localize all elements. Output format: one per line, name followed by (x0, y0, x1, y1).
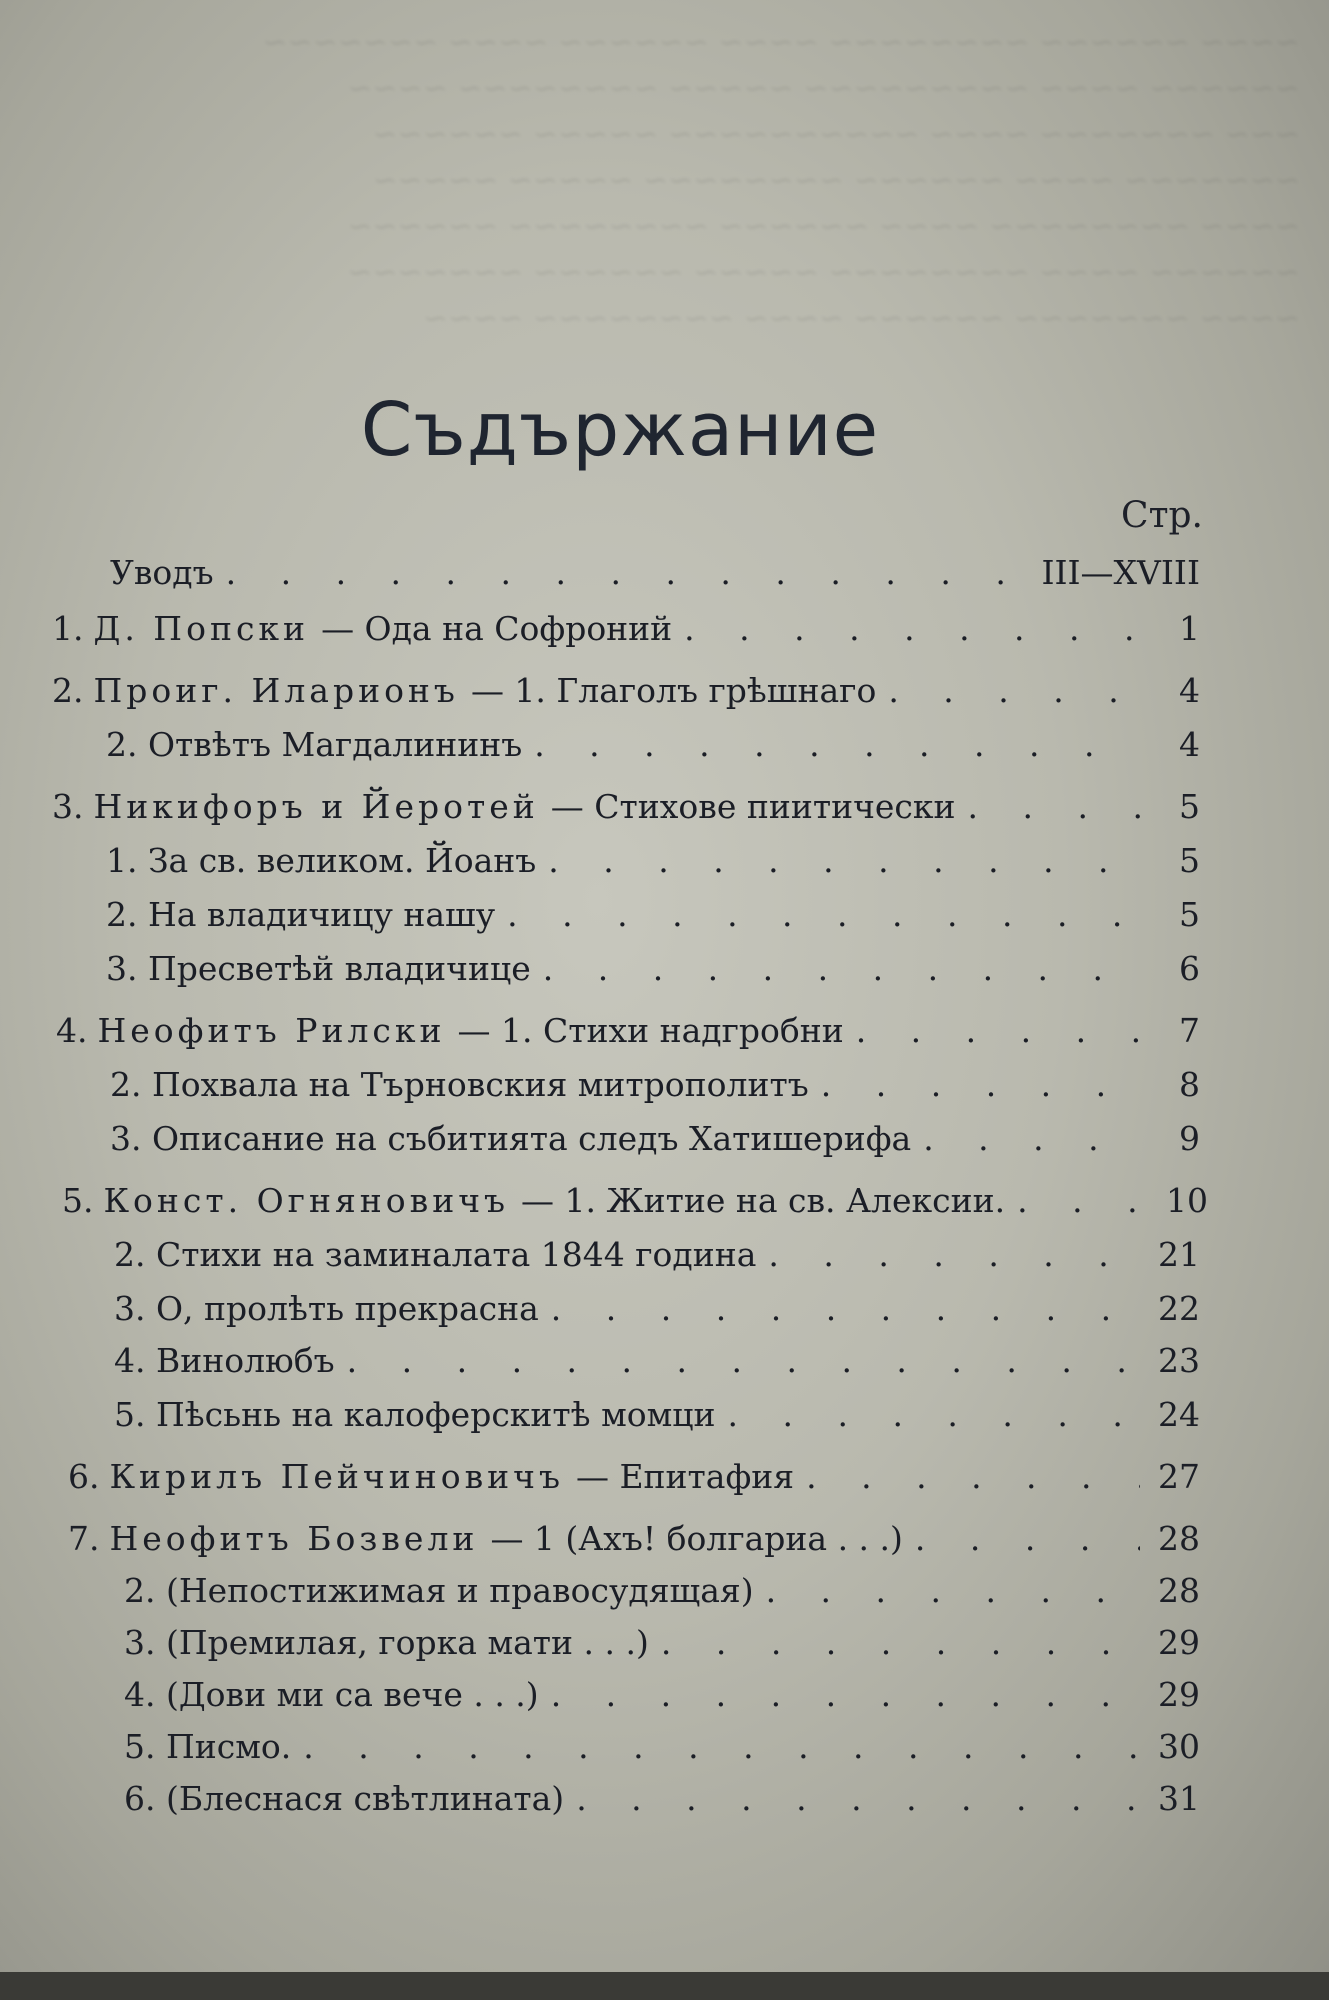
entry-title: — 1. Глаголъ грѣшнаго (470, 671, 877, 710)
entry-page: 6 (1179, 949, 1200, 988)
entry-title: 2. Стихи на заминалата 1844 година (114, 1235, 757, 1274)
entry-page: 29 (1158, 1623, 1200, 1662)
entry-title: 5. Писмо. (124, 1727, 292, 1766)
entry-page: 1 (1179, 609, 1200, 648)
entry-page: 10 (1166, 1181, 1208, 1220)
entry-number: 4. (56, 1011, 88, 1050)
toc-row (106, 720, 1200, 770)
dot-leader (649, 1618, 1140, 1668)
entry-title: 2. На владичицу нашу (106, 895, 496, 934)
dot-leader (522, 720, 1140, 770)
dot-leader (754, 1566, 1140, 1616)
entry-title: 3. Пресветѣй владичице (106, 949, 531, 988)
toc-row (124, 1618, 1200, 1668)
dot-leader (564, 1774, 1140, 1824)
toc-row (110, 1114, 1200, 1164)
entry-title: Уводъ (110, 553, 214, 592)
entry-page: 5 (1179, 895, 1200, 934)
bleed-through-text: ~~~~ ~~~~~~ ~~~~~~~~ ~~~~ ~~~~~~ ~~~~ ~~~~~~~ ~~~~~~ ~~~~ ~~~~~~~~~ ~~~~~ ~~~~~~~~ ~~~~ ~~~ ~~~~~~~ ~~~~ ~~~~~~~~~~ ~~~~~ ~~~~~~ ~~~~~~~ ~~~~ ~~~~~~ ~~~~~~~~ ~~~~~ ~~~~~ ~~~~ ~~~~~~~~ ~~~~ ~~~~~~ ~~~~~~~~ ~~~~~~ ~~~~~~ ~~~~ ~~~~~~~~ ~~~~~ ~~~~~~ ~~~~~~~ ~~~~ ~~~~~~~ ~~~~~~ ~~~~ ~~~~~~~~ ~~~~ (262, 25, 1300, 336)
entry-page: 5 (1179, 787, 1200, 826)
toc-row (106, 944, 1200, 994)
toc-row (114, 1336, 1200, 1386)
toc-row (124, 1566, 1200, 1616)
entry-page: 8 (1179, 1065, 1200, 1104)
entry-number: 3. (52, 787, 84, 826)
dot-leader (876, 666, 1140, 716)
toc-row (110, 1060, 1200, 1110)
toc-row (68, 1452, 1200, 1502)
entry-number: 2. (52, 671, 84, 710)
dot-leader (809, 1060, 1140, 1110)
dot-leader (716, 1390, 1141, 1440)
entry-author: Неофитъ Рилски (97, 1011, 446, 1050)
entry-title: — Ода на Софроний (321, 609, 673, 648)
entry-page: 31 (1158, 1779, 1200, 1818)
entry-title: 2. Отвѣтъ Магдалининъ (106, 725, 523, 764)
toc-row (124, 1722, 1200, 1772)
entry-number: 5. (62, 1181, 94, 1220)
entry-title: — 1. Стихи надгробни (457, 1011, 844, 1050)
entry-author: Неофитъ Бозвели (109, 1519, 479, 1558)
entry-title: 2. Похвала на Търновския митрополитъ (110, 1065, 809, 1104)
page-title: Съдържание (360, 387, 880, 473)
toc-row (124, 1670, 1200, 1720)
entry-page: 29 (1158, 1675, 1200, 1714)
entry-page: 5 (1179, 841, 1200, 880)
entry-title: — 1 (Ахъ! болгариа . . .) (490, 1519, 903, 1558)
entry-page: 4 (1179, 725, 1200, 764)
dot-leader (903, 1514, 1140, 1564)
entry-number: 6. (68, 1457, 100, 1496)
entry-title: 1. За св. великом. Йоанъ (106, 841, 537, 880)
entry-title: 3. (Премилая, горка мати . . .) (124, 1623, 649, 1662)
dot-leader (214, 548, 1032, 598)
dot-leader (956, 782, 1140, 832)
entry-title: 6. (Блеснася свѣтлината) (124, 1779, 565, 1818)
entry-page: 7 (1179, 1011, 1200, 1050)
entry-title: 3. Описание на събитията следъ Хатишерифа (110, 1119, 912, 1158)
dot-leader (495, 890, 1140, 940)
entry-title: 5. Пѣсьнь на калоферскитѣ момци (114, 1395, 716, 1434)
entry-page: 27 (1158, 1457, 1200, 1496)
toc-row (62, 1176, 1208, 1226)
toc-row (52, 782, 1200, 832)
entry-number: 7. (68, 1519, 100, 1558)
dot-leader (536, 836, 1140, 886)
dot-leader (911, 1114, 1140, 1164)
entry-page: 22 (1158, 1289, 1200, 1328)
entry-number: 1. (52, 609, 84, 648)
entry-title: 2. (Непостижимая и правосудящая) (124, 1571, 754, 1610)
entry-title: 3. О, пролѣть прекрасна (114, 1289, 539, 1328)
entry-page: 21 (1158, 1235, 1200, 1274)
dot-leader (1005, 1176, 1148, 1226)
entry-title: 4. Винолюбъ (114, 1341, 335, 1380)
entry-author: Д. Попски (93, 609, 310, 648)
entry-page: 4 (1179, 671, 1200, 710)
dot-leader (756, 1230, 1140, 1280)
toc-row (114, 1284, 1200, 1334)
dot-leader (672, 604, 1140, 654)
entry-page: III—XVIII (1041, 553, 1200, 592)
dot-leader (844, 1006, 1140, 1056)
dot-leader (794, 1452, 1140, 1502)
entry-title: — Стихове пиитически (550, 787, 956, 826)
toc-row (124, 1774, 1200, 1824)
toc-row (110, 548, 1200, 598)
dot-leader (539, 1284, 1140, 1334)
toc-row (56, 1006, 1200, 1056)
entry-page: 24 (1158, 1395, 1200, 1434)
entry-author: Кирилъ Пейчиновичъ (109, 1457, 564, 1496)
dot-leader (539, 1670, 1140, 1720)
toc-row (114, 1390, 1200, 1440)
entry-page: 28 (1158, 1519, 1200, 1558)
entry-title: — Епитафия (575, 1457, 795, 1496)
dot-leader (531, 944, 1140, 994)
toc-row (68, 1514, 1200, 1564)
entry-title: 4. (Дови ми са вече . . .) (124, 1675, 539, 1714)
toc-row (52, 666, 1200, 716)
entry-page: 9 (1179, 1119, 1200, 1158)
toc-row (52, 604, 1200, 654)
entry-author: Конст. Огняновичъ (103, 1181, 510, 1220)
entry-page: 23 (1158, 1341, 1200, 1380)
entry-page: 28 (1158, 1571, 1200, 1610)
dot-leader (291, 1722, 1140, 1772)
entry-author: Никифоръ и Йеротей (93, 787, 539, 826)
entry-title: — 1. Житие на св. Алексии. (521, 1181, 1006, 1220)
toc-row (114, 1230, 1200, 1280)
toc-row (106, 890, 1200, 940)
toc-row (106, 836, 1200, 886)
entry-page: 30 (1158, 1727, 1200, 1766)
page-edge-shadow (0, 1972, 1329, 2000)
page-column-label: Стр. (1121, 495, 1203, 536)
dot-leader (335, 1336, 1140, 1386)
entry-author: Проиг. Иларионъ (93, 671, 459, 710)
